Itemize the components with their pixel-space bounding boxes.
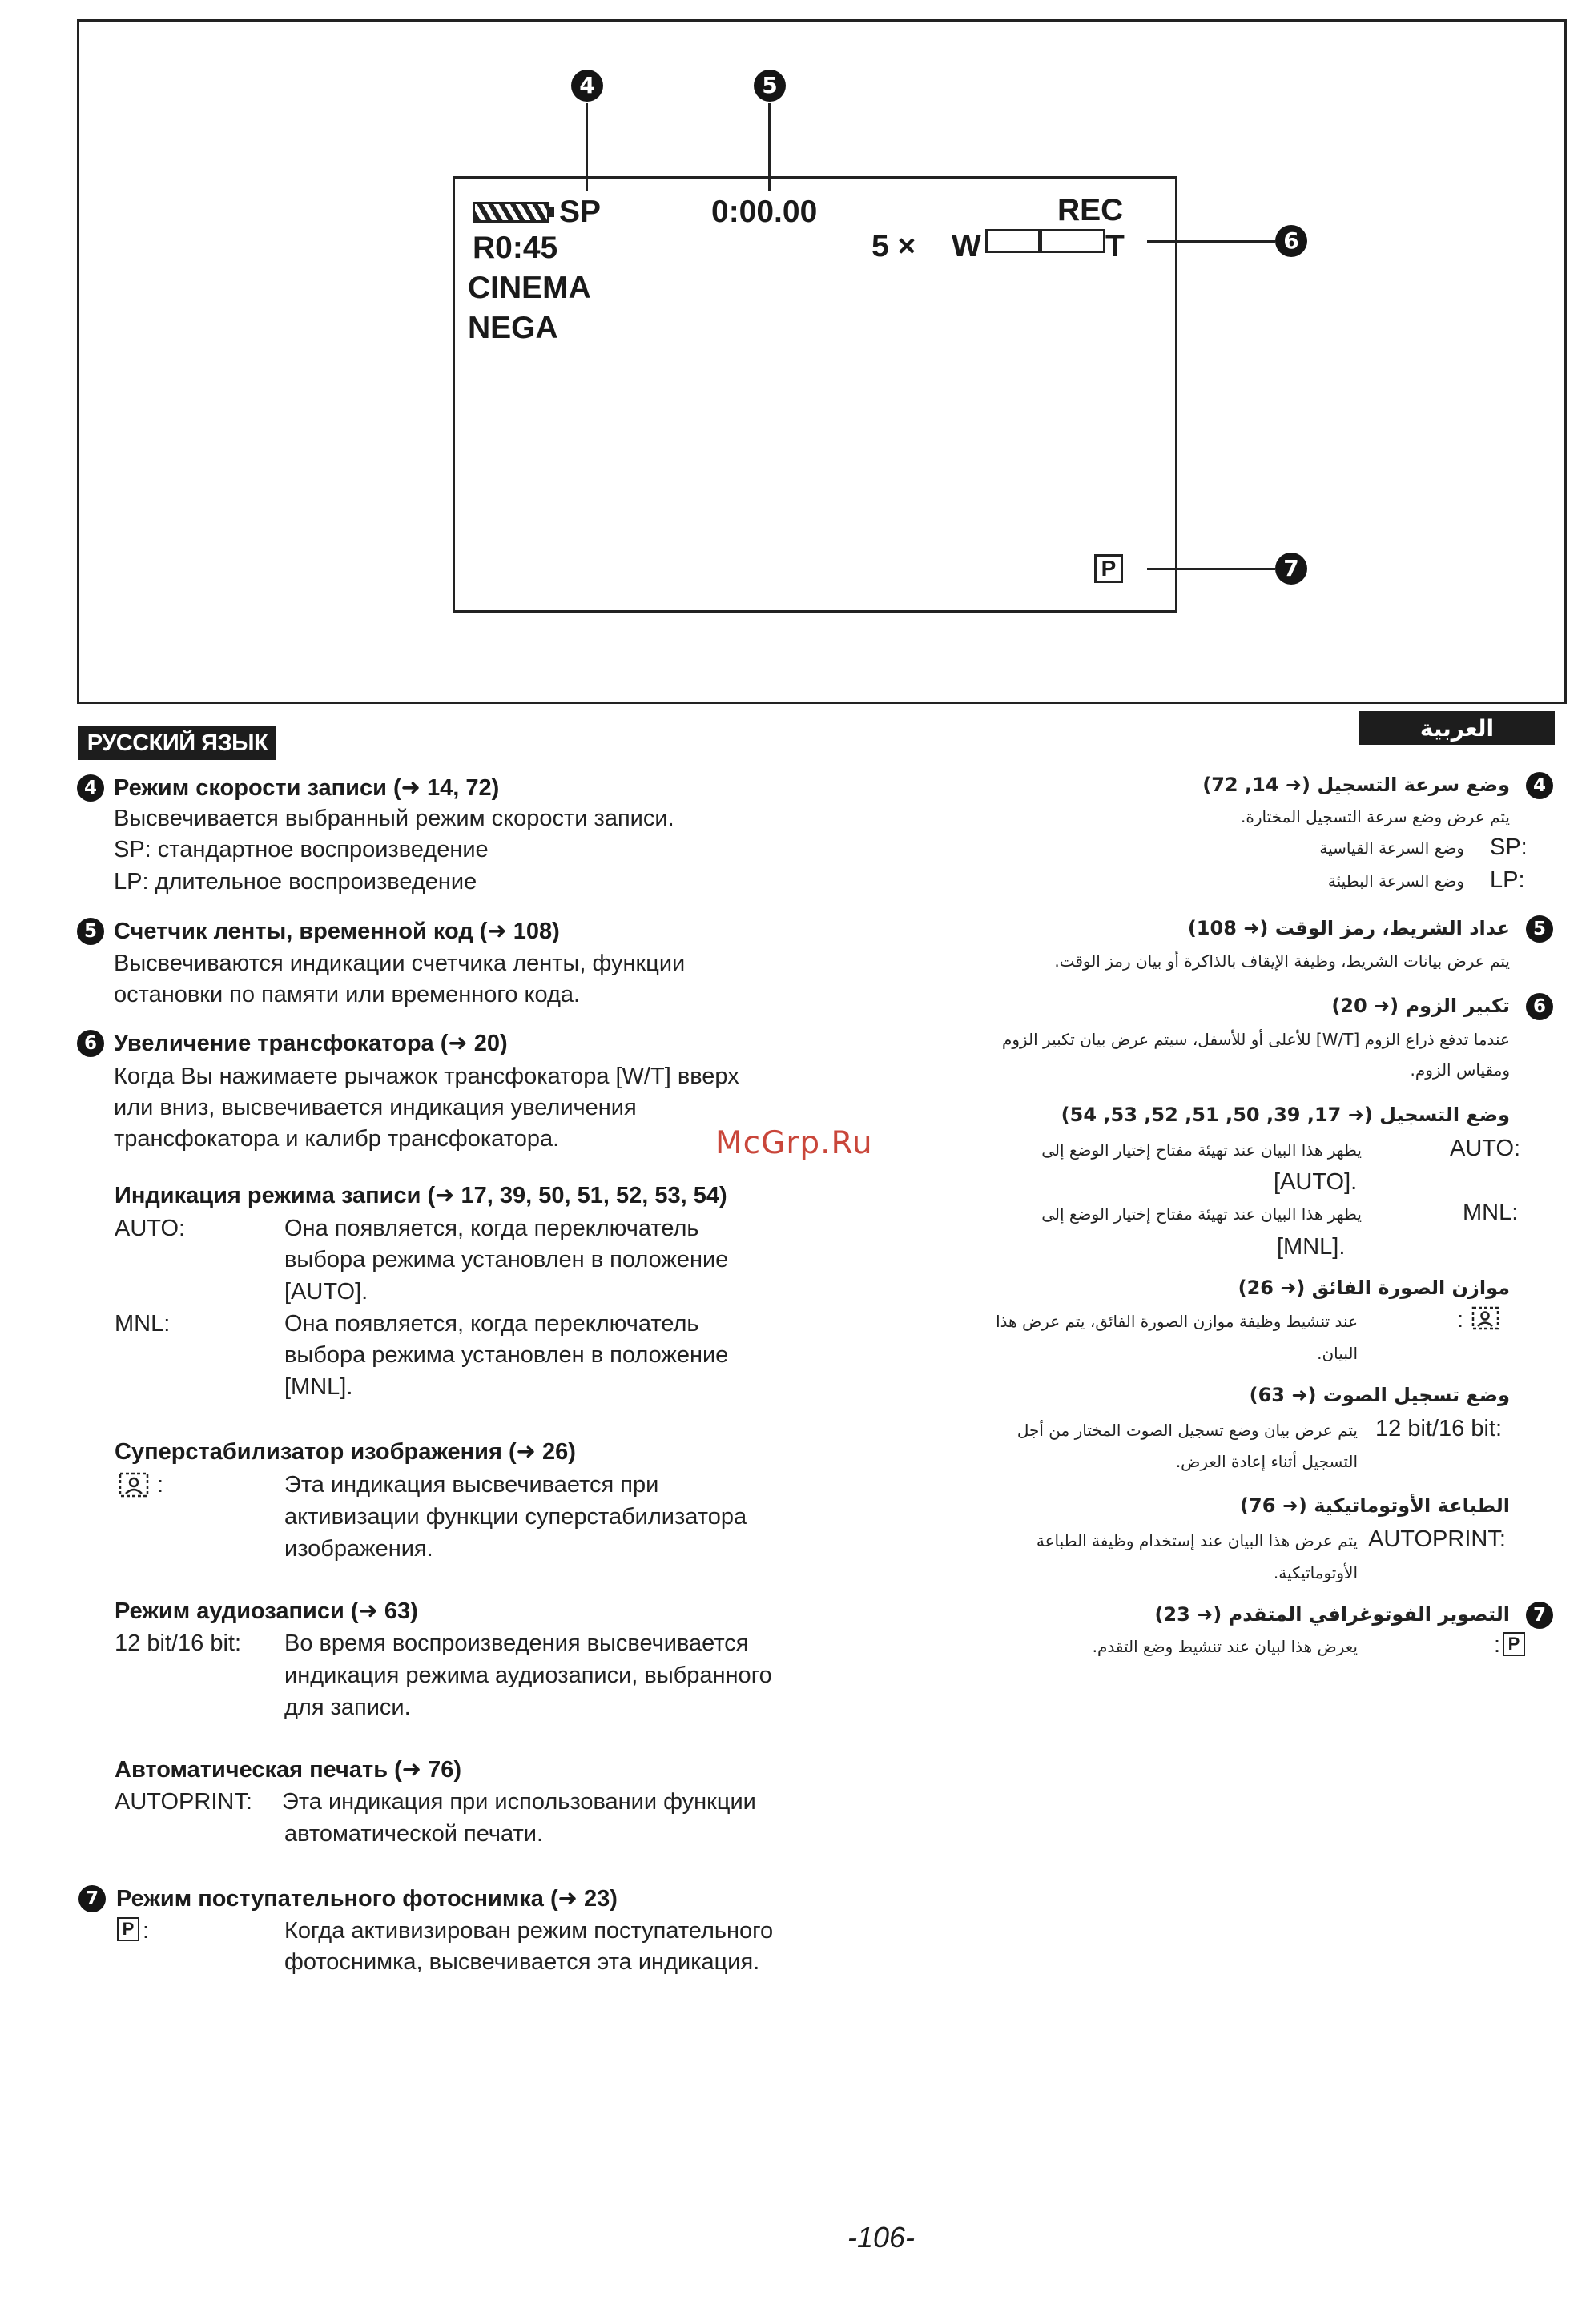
ru-zoom-line-1: Когда Вы нажимаете рычажок трансфокатора [W/T] вверх <box>114 1063 739 1089</box>
ar-counter-title: عداد الشريط، رمز الوقت (➜ 108) <box>1187 917 1510 939</box>
watermark: McGrp.Ru <box>715 1125 873 1161</box>
osd-zoom-t: T <box>1105 229 1125 263</box>
stabilizer-icon <box>119 1472 151 1498</box>
ru-zoom-title: Увеличение трансфокатора (➜ 20) <box>114 1031 508 1056</box>
ar-num-5: 5 <box>1526 915 1553 943</box>
ar-progressive-line-1: يعرض هذا لبيان عند تنشيط وضع التقدم. <box>1092 1637 1358 1656</box>
ru-num-7: 7 <box>78 1885 106 1912</box>
zoom-level-mark <box>1038 229 1042 253</box>
ar-progressive-title: التصوير الفوتوغرافي المتقدم (➜ 23) <box>1154 1603 1510 1626</box>
ar-num-6: 6 <box>1526 993 1553 1020</box>
osd-nega: NEGA <box>468 311 558 345</box>
ru-zoom-line-2: или вниз, высвечивается индикация увеличения <box>114 1095 637 1120</box>
ru-stabilizer-line-1: Эта индикация высвечивается при <box>284 1472 659 1498</box>
ar-zoom-title: تكبير الزوم (➜ 20) <box>1331 995 1510 1017</box>
ar-speed-lp-text: وضع السرعة البطيئة <box>1327 871 1464 891</box>
callout-7: 7 <box>1275 553 1307 585</box>
osd-zoom-value: 5 × <box>871 229 916 263</box>
ar-autoprint-title: الطباعة الأوتوماتيكية (➜ 76) <box>1240 1494 1510 1517</box>
ar-recmode-mnl-line-1: يظهر هذا البيان عند تهيئة مفتاح إختيار الوضع إلى <box>1041 1204 1362 1224</box>
osd-speed: SP <box>559 195 602 229</box>
ar-autoprint-line-2: الأوتوماتيكية. <box>1273 1563 1358 1582</box>
ar-recmode-mnl-line-2: [MNL]. <box>1277 1234 1346 1260</box>
arabic-section-header: العربية <box>1359 711 1555 745</box>
ru-stabilizer-title: Суперстабилизатор изображения (➜ 26) <box>115 1439 576 1465</box>
ru-counter-title: Счетчик ленты, временной код (➜ 108) <box>114 919 560 944</box>
ru-autoprint-label: AUTOPRINT: <box>115 1789 252 1815</box>
ru-speed-line-1: Высвечивается выбранный режим скорости записи. <box>114 806 674 831</box>
ru-recmode-mnl-line-2: выбора режима установлен в положение <box>284 1342 729 1368</box>
ar-num-4: 4 <box>1526 772 1553 799</box>
ar-autoprint-label: AUTOPRINT: <box>1368 1526 1506 1552</box>
ru-audio-line-3: для записи. <box>284 1695 411 1720</box>
ru-autoprint-title: Автоматическая печать (➜ 76) <box>115 1757 462 1783</box>
ar-speed-lp-label: LP: <box>1490 867 1525 893</box>
ru-stabilizer-line-2: активизации функции суперстабилизатора <box>284 1504 747 1530</box>
ar-recmode-auto-label: AUTO: <box>1450 1136 1521 1161</box>
ru-num-4: 4 <box>77 774 104 802</box>
ar-speed-sp-label: SP: <box>1490 834 1528 860</box>
battery-icon <box>473 202 549 223</box>
ar-recmode-auto-line-1: يظهر هذا البيان عند تهيئة مفتاح إختيار الوضع إلى <box>1041 1140 1362 1160</box>
ru-recmode-mnl-line-1: Она появляется, когда переключатель <box>284 1311 699 1337</box>
ar-progressive-colon: : <box>1494 1632 1501 1658</box>
ru-progressive-line-2: фотоснимка, высвечивается эта индикация. <box>284 1949 760 1975</box>
ar-audio-line-2: التسجيل أثناء إعادة العرض. <box>1175 1452 1358 1471</box>
ar-stabilizer-line-1: عند تنشيط وظيفة موازن الصورة الفائق، يتم عرض هذا <box>996 1312 1358 1331</box>
ru-audio-title: Режим аудиозаписи (➜ 63) <box>115 1598 418 1624</box>
ar-recmode-title: وضع التسجيل (➜ 17, 39, 50, 51, 52, 53, 54) <box>1061 1104 1510 1126</box>
ru-speed-line-2: SP: стандартное воспроизведение <box>114 837 489 862</box>
osd-zoom-w: W <box>952 229 981 263</box>
ar-recmode-auto-line-2: [AUTO]. <box>1274 1169 1358 1195</box>
ru-audio-label: 12 bit/16 bit: <box>115 1630 241 1656</box>
callout-4: 4 <box>571 70 603 102</box>
ru-num-6: 6 <box>77 1030 104 1057</box>
ru-recmode-auto-line-1: Она появляется, когда переключатель <box>284 1216 699 1241</box>
ar-audio-title: وضع تسجيل الصوت (➜ 63) <box>1249 1384 1510 1406</box>
ru-autoprint-line-2: автоматической печати. <box>284 1821 544 1847</box>
ru-recmode-mnl-line-3: [MNL]. <box>284 1374 353 1400</box>
russian-section-header: РУССКИЙ ЯЗЫК <box>78 726 276 760</box>
battery-tip <box>549 207 554 217</box>
ar-zoom-line-2: ومقياس الزوم. <box>1410 1060 1510 1080</box>
ru-stabilizer-label: : <box>157 1472 164 1498</box>
ru-audio-line-1: Во время воспроизведения высвечивается <box>284 1630 749 1656</box>
ru-speed-line-3: LP: длительное воспроизведение <box>114 869 477 895</box>
ru-recmode-auto-line-3: [AUTO]. <box>284 1279 368 1305</box>
callout-7-leader <box>1147 568 1275 570</box>
ru-counter-line-1: Высвечиваются индикации счетчика ленты, функции <box>114 951 686 976</box>
ru-speed-title: Режим скорости записи (➜ 14, 72) <box>114 775 500 801</box>
ar-autoprint-line-1: يتم عرض هذا البيان عند إستخدام وظيفة الطباعة <box>1036 1531 1358 1550</box>
callout-6: 6 <box>1275 225 1307 257</box>
ar-audio-line-1: يتم عرض بيان وضع تسجيل الصوت المختار من أجل <box>1016 1421 1358 1440</box>
progressive-photo-icon: P <box>1094 554 1123 583</box>
ru-recmode-mnl-label: MNL: <box>115 1311 171 1337</box>
ar-stabilizer-label: : <box>1457 1307 1464 1333</box>
ar-stabilizer-line-2: البيان. <box>1317 1344 1358 1363</box>
ru-progressive-title: Режим поступательного фотоснимка (➜ 23) <box>116 1886 618 1912</box>
ru-progressive-colon: : <box>143 1918 150 1944</box>
callout-5: 5 <box>754 70 786 102</box>
ru-recmode-auto-line-2: выбора режима установлен в положение <box>284 1247 729 1273</box>
ar-recmode-mnl-label: MNL: <box>1463 1200 1519 1225</box>
ru-recmode-title: Индикация режима записи (➜ 17, 39, 50, 51, 52, 53, 54) <box>115 1183 727 1208</box>
ru-autoprint-line-1: Эта индикация при использовании функции <box>282 1789 756 1815</box>
osd-time: 0:00.00 <box>711 195 818 229</box>
ar-num-7: 7 <box>1526 1602 1553 1629</box>
ar-speed-line-1: يتم عرض وضع سرعة التسجيل المختارة. <box>1241 807 1510 826</box>
osd-cinema: CINEMA <box>468 271 591 305</box>
ar-speed-sp-text: وضع السرعة القياسية <box>1319 838 1464 858</box>
ar-stabilizer-title: موازن الصورة الفائق (➜ 26) <box>1238 1277 1510 1299</box>
zoom-scale-bar <box>985 229 1105 253</box>
ar-stabilizer-icon <box>1471 1306 1500 1330</box>
ar-progressive-p-icon: P <box>1503 1632 1525 1656</box>
ru-progressive-line-1: Когда активизирован режим поступательного <box>284 1918 774 1944</box>
ru-num-5: 5 <box>77 918 104 945</box>
ru-recmode-auto-label: AUTO: <box>115 1216 186 1241</box>
osd-rec: REC <box>1057 193 1124 227</box>
ru-stabilizer-line-3: изображения. <box>284 1536 433 1562</box>
ar-zoom-line-1: عندما تدفع ذراع الزوم [W/T] للأعلى أو للأسفل، سيتم عرض بيان تكبير الزوم <box>1001 1030 1510 1049</box>
callout-6-leader <box>1147 240 1275 243</box>
ar-audio-label: 12 bit/16 bit: <box>1375 1416 1502 1441</box>
ru-zoom-line-3: трансфокатора и калибр трансфокатора. <box>114 1126 560 1152</box>
ru-audio-line-2: индикация режима аудиозаписи, выбранного <box>284 1663 772 1688</box>
ar-speed-title: وضع سرعة التسجيل (➜ 14, 72) <box>1202 774 1510 796</box>
page-number: -106- <box>847 2221 916 2254</box>
ar-counter-line-1: يتم عرض بيانات الشريط، وظيفة الإيقاف بالذاكرة أو بيان رمز الوقت. <box>1054 951 1510 971</box>
ru-progressive-p-icon: P <box>117 1917 139 1941</box>
osd-remaining: R0:45 <box>473 231 558 265</box>
ru-counter-line-2: остановки по памяти или временного кода. <box>114 982 581 1007</box>
